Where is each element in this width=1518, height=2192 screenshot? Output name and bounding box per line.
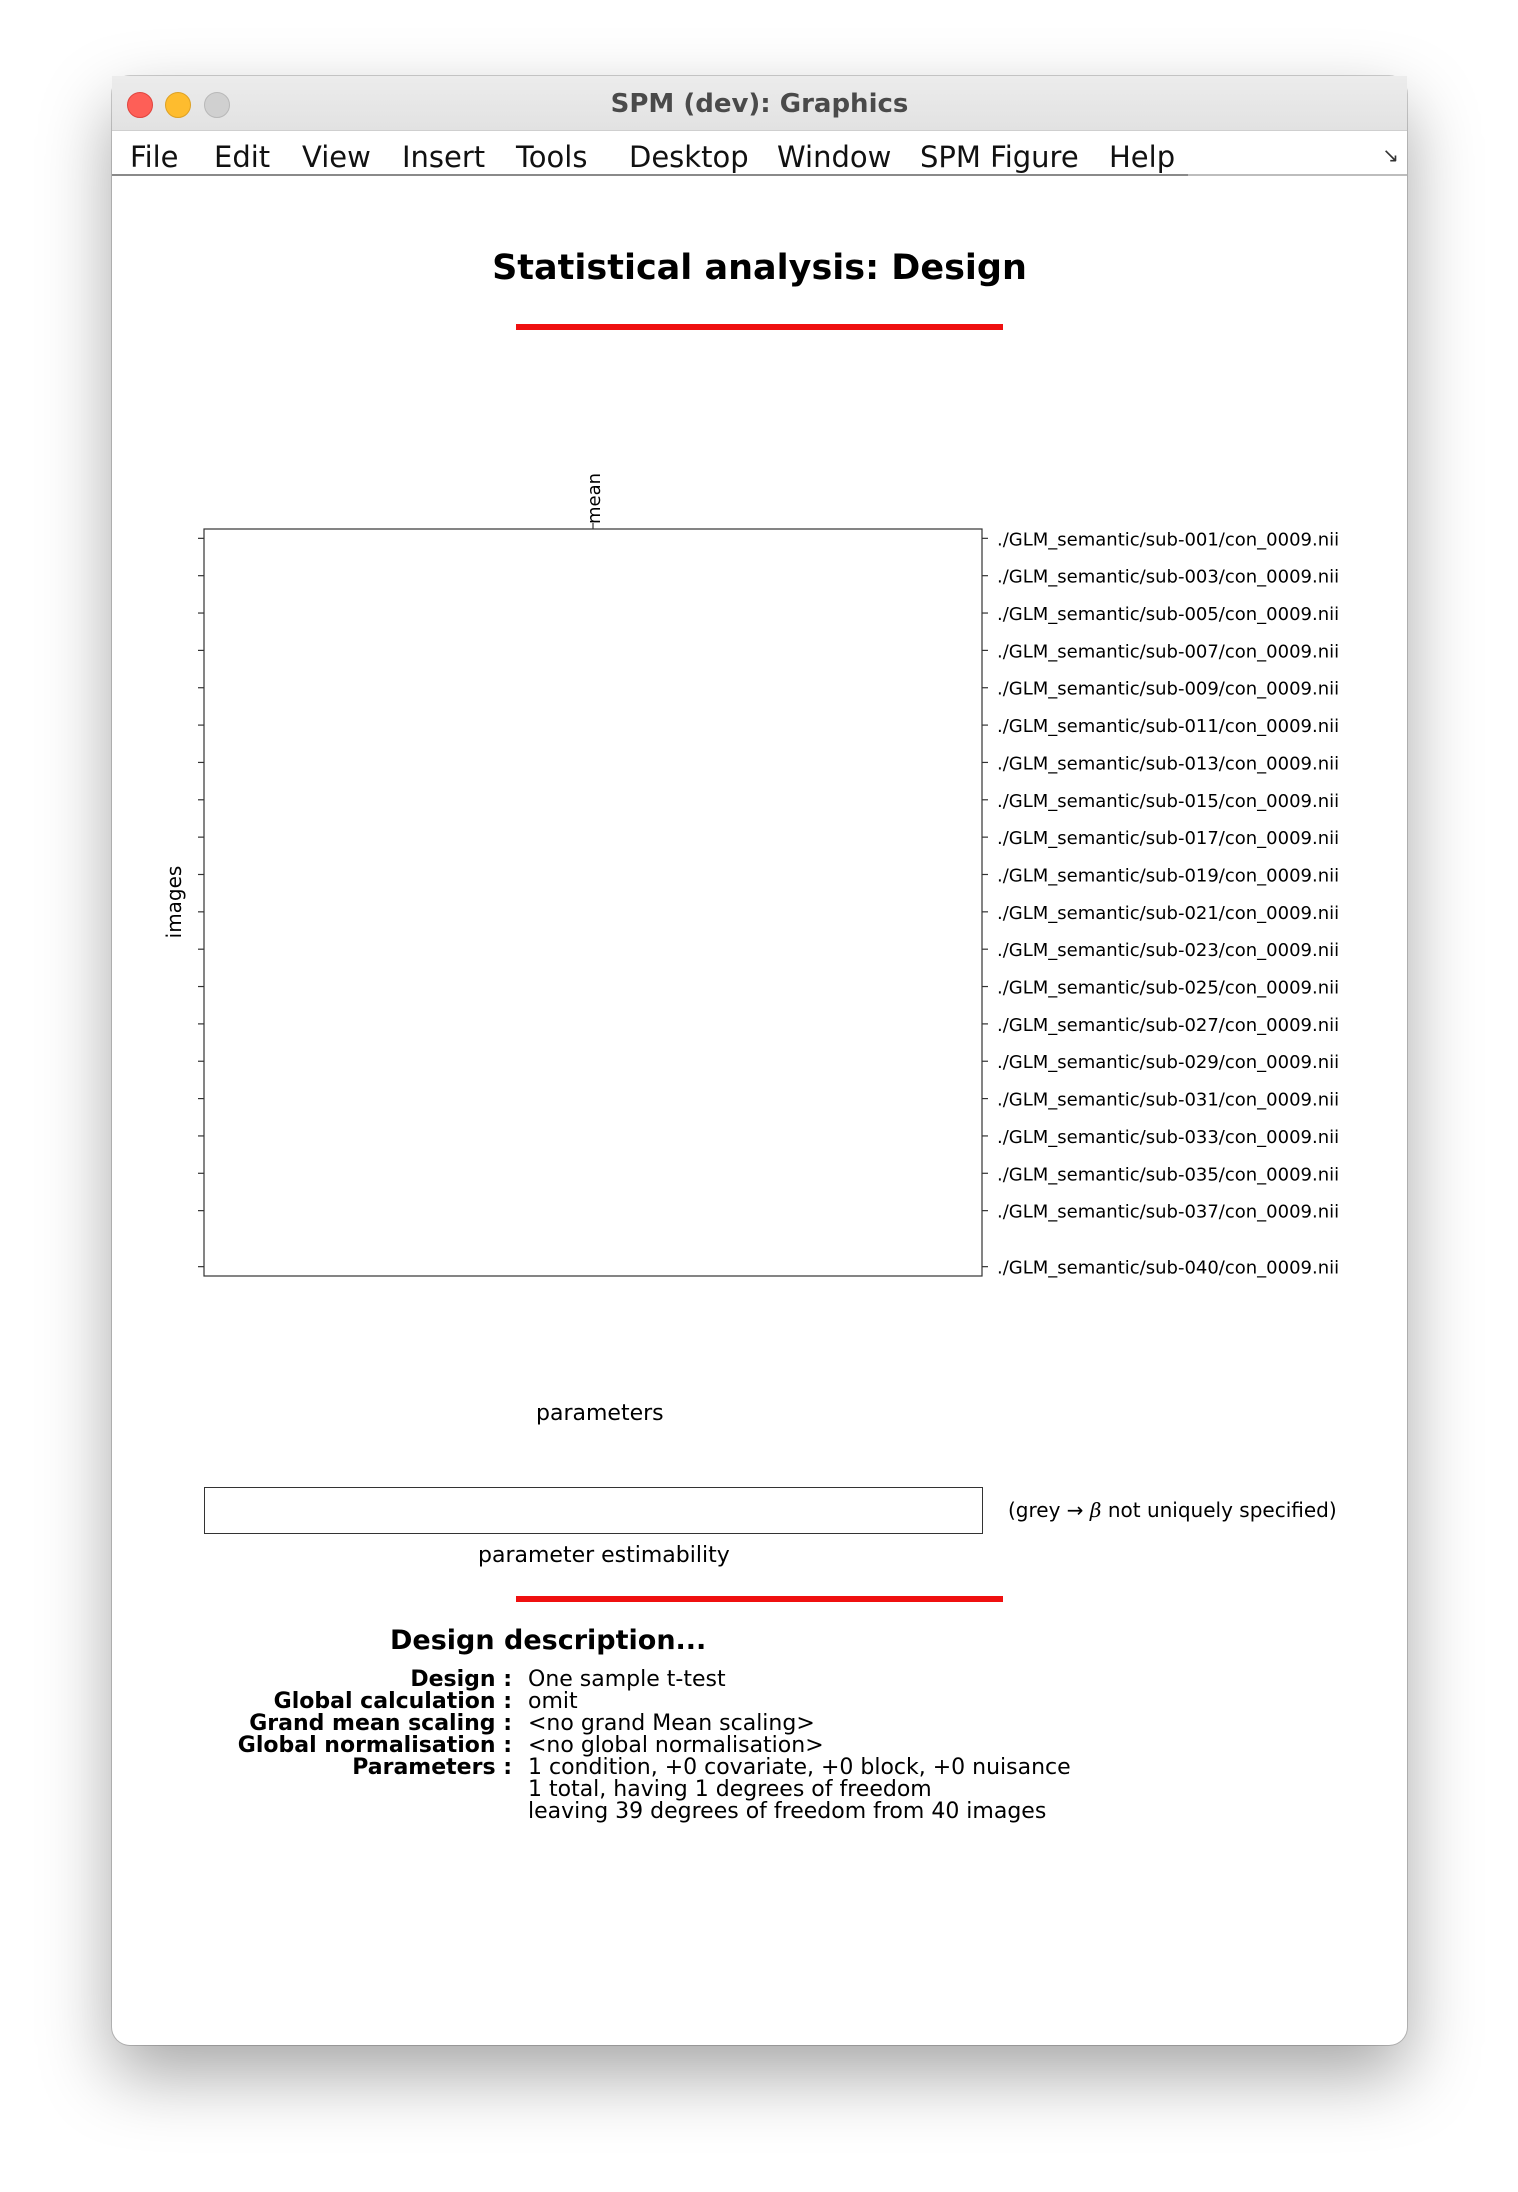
description-key: Design : [410, 1667, 512, 1692]
title-separator [516, 324, 1003, 330]
description-value: One sample t-test [528, 1667, 726, 1692]
image-file-label: ./GLM_semantic/sub-015/con_0009.nii [997, 790, 1340, 812]
menu-help[interactable]: Help [1109, 140, 1176, 174]
menu-spm-figure[interactable]: SPM Figure [920, 140, 1079, 174]
menu-insert[interactable]: Insert [402, 140, 486, 174]
description-key: Global normalisation : [237, 1733, 512, 1758]
image-file-label: ./GLM_semantic/sub-025/con_0009.nii [997, 977, 1340, 999]
figure-area [112, 176, 1407, 2045]
image-file-label: ./GLM_semantic/sub-017/con_0009.nii [997, 828, 1340, 850]
description-value: 1 total, having 1 degrees of freedom [528, 1777, 932, 1802]
estimability-note-suffix: not uniquely specified) [1101, 1498, 1337, 1522]
description-value: leaving 39 degrees of freedom from 40 images [528, 1799, 1047, 1824]
estimability-note [1008, 1498, 1337, 1522]
menu-window[interactable]: Window [777, 140, 892, 174]
estimability-note-prefix: (grey → [1008, 1498, 1090, 1522]
image-file-label: ./GLM_semantic/sub-040/con_0009.nii [997, 1257, 1340, 1279]
menu-tools[interactable]: Tools [516, 140, 588, 174]
description-value: omit [528, 1689, 578, 1714]
image-file-label: ./GLM_semantic/sub-009/con_0009.nii [997, 678, 1340, 700]
page-title: Statistical analysis: Design [492, 248, 1027, 288]
image-file-label: ./GLM_semantic/sub-037/con_0009.nii [997, 1201, 1340, 1223]
menu-desktop[interactable]: Desktop [629, 140, 749, 174]
ylabel-images: images [162, 865, 186, 939]
parameters-axis-label: parameters [536, 1401, 664, 1426]
description-key: Grand mean scaling : [249, 1711, 512, 1736]
image-file-label: ./GLM_semantic/sub-035/con_0009.nii [997, 1164, 1340, 1186]
description-value: <no grand Mean scaling> [528, 1711, 815, 1736]
image-file-label: ./GLM_semantic/sub-023/con_0009.nii [997, 940, 1340, 962]
image-file-label: ./GLM_semantic/sub-013/con_0009.nii [997, 753, 1340, 775]
description-value: <no global normalisation> [528, 1733, 824, 1758]
image-file-label: ./GLM_semantic/sub-021/con_0009.nii [997, 902, 1340, 924]
parameter-estimability-label: parameter estimability [478, 1543, 730, 1568]
image-file-labels [997, 529, 1339, 1278]
description-key: Global calculation : [273, 1689, 512, 1714]
menu-view[interactable]: View [302, 140, 371, 174]
image-file-label: ./GLM_semantic/sub-011/con_0009.nii [997, 716, 1340, 738]
image-file-label: ./GLM_semantic/sub-031/con_0009.nii [997, 1089, 1340, 1111]
image-file-label: ./GLM_semantic/sub-001/con_0009.nii [997, 529, 1340, 551]
menu-file[interactable]: File [130, 140, 179, 174]
dock-arrow-icon[interactable]: ↘ [1382, 143, 1399, 167]
title-bar[interactable] [112, 76, 1407, 131]
parameter-estimability-box [204, 1487, 983, 1534]
design-matrix-plot [112, 456, 1407, 1279]
description-separator [516, 1596, 1003, 1602]
image-file-label: ./GLM_semantic/sub-027/con_0009.nii [997, 1014, 1340, 1036]
spm-graphics-window [112, 76, 1407, 2045]
beta-symbol: β [1089, 1498, 1102, 1522]
description-key: Parameters : [352, 1755, 512, 1780]
image-file-label: ./GLM_semantic/sub-007/con_0009.nii [997, 641, 1340, 663]
image-file-label: ./GLM_semantic/sub-019/con_0009.nii [997, 865, 1340, 887]
menu-edit[interactable]: Edit [214, 140, 271, 174]
menu-bar [112, 131, 1407, 175]
image-file-label: ./GLM_semantic/sub-003/con_0009.nii [997, 566, 1340, 588]
window-title: SPM (dev): Graphics [610, 89, 909, 119]
design-matrix-image [204, 529, 982, 1276]
design-description-title: Design description... [390, 1625, 707, 1656]
image-file-label: ./GLM_semantic/sub-029/con_0009.nii [997, 1052, 1340, 1074]
image-file-label: ./GLM_semantic/sub-005/con_0009.nii [997, 604, 1340, 626]
image-file-label: ./GLM_semantic/sub-033/con_0009.nii [997, 1126, 1340, 1148]
description-value: 1 condition, +0 covariate, +0 block, +0 nuisance [528, 1755, 1071, 1780]
column-label-mean: mean [584, 472, 605, 524]
